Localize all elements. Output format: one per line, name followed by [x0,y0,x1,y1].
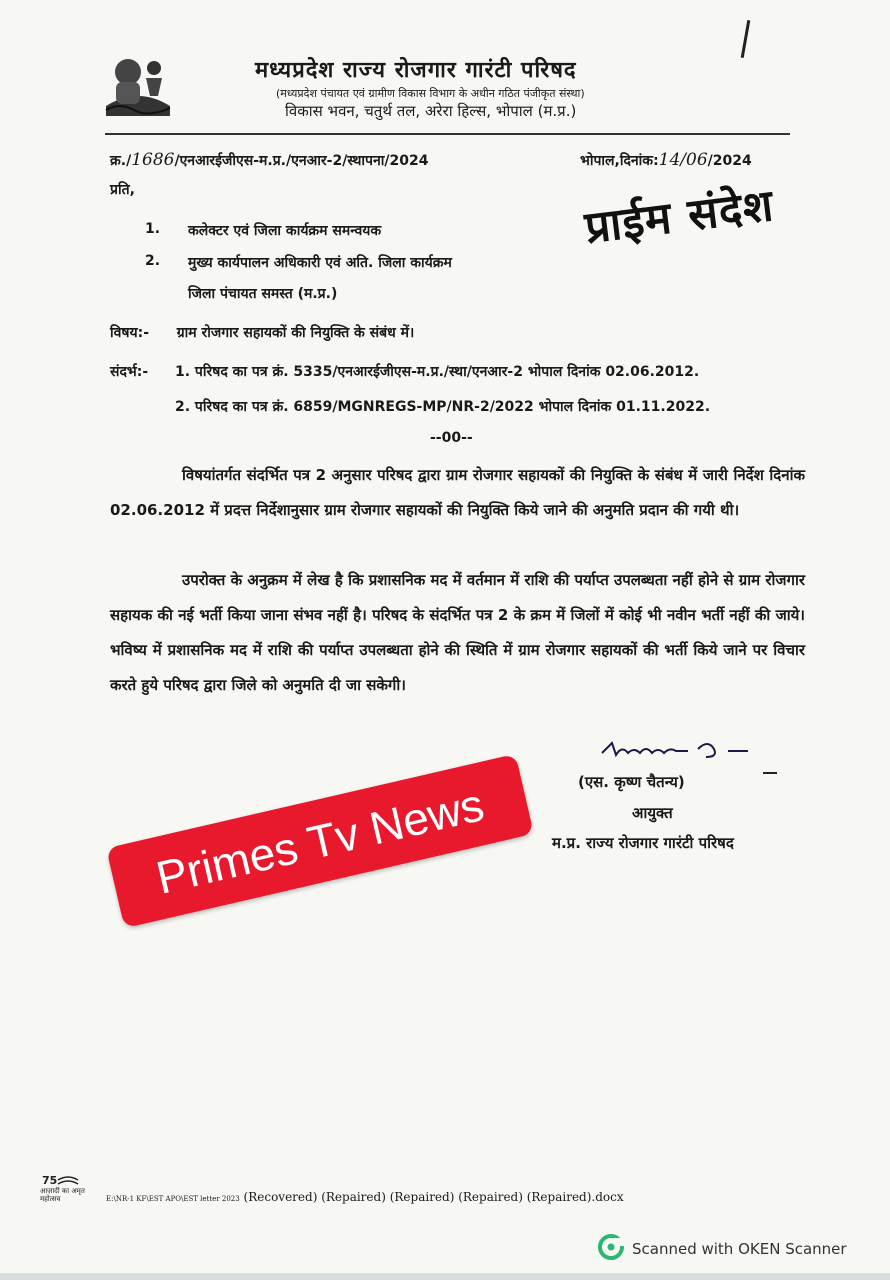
reference-item: 1. परिषद का पत्र क्रं. 5335/एनआरईजीएस-म.प्र./स्था/एनआर-2 भोपाल दिनांक 02.06.2012. [175,364,700,380]
signature-scribble [598,735,758,769]
scanner-icon [598,1234,624,1264]
ref-suffix: /एनआरईजीएस-म.प्र./एनआर-2/स्थापना/2024 [174,153,429,169]
body-paragraph: उपरोक्त के अनुक्रम में लेख है कि प्रशासनिक मद में वर्तमान में राशि की पर्याप्त उपलब्धता नहीं होने से ग्राम रोजगार सहायक की नई भर्ती किया जाना संभव नहीं है। परिषद के संदर्भित पत्र 2 के क्रम में जिलों में कोई भी नवीन भर्ती नहीं की जाये। भविष्य में प्रशासनिक मद में राशि की पर्याप्त उपलब्धता होने की स्थिति में ग्राम रोजगार सहायकों की भर्ती किये जाने पर विचार करते हुये परिषद द्वारा जिले को अनुमति दी जा सकेगी। [110,571,805,694]
file-path-suffix: (Recovered) (Repaired) (Repaired) (Repaired) (Repaired).docx [239,1190,624,1204]
signatory-organization: म.प्र. राज्य रोजगार गारंटी परिषद [552,834,734,852]
org-subtitle: (मध्यप्रदेश पंचायत एवं ग्रामीण विकास विभाग के अधीन गठित पंजीकृत संस्था) [276,87,585,100]
prati-label: प्रति, [110,182,135,198]
subject-label: विषय:- [110,325,150,341]
ref-number-handwritten: 1686 [131,150,175,170]
logo-text: आज़ादी का अमृत महोत्सव [40,1187,85,1203]
date-year: /2024 [707,153,752,169]
header-divider [105,133,790,135]
scanner-text: Scanned with OKEN Scanner [632,1240,847,1258]
ref-prefix: क्र./ [110,153,132,169]
subject-line [110,323,414,342]
file-path [106,1190,624,1204]
signatory-designation: आयुक्त [632,804,673,822]
scanner-watermark [598,1234,847,1264]
subject-text: ग्राम रोजगार सहायकों की नियुक्ति के संबंध में। [176,325,415,341]
recipient-item: मुख्य कार्यपालन अधिकारी एवं अति. जिला कार्यक्रम [188,255,452,271]
council-logo [100,46,176,118]
file-path-prefix: E:\NR-1 KF\EST APO\EST letter 2023 [106,1195,240,1203]
signatory-name: (एस. कृष्ण चैतन्य) [578,773,685,791]
bottom-bar [0,1273,890,1280]
banner-text: Primes Tv News [151,778,489,904]
handwritten-mark [741,20,751,58]
svg-text:75: 75 [42,1174,58,1187]
reference-item: 2. परिषद का पत्र क्रं. 6859/MGNREGS-MP/NR-2/2022 भोपाल दिनांक 01.11.2022. [175,399,711,415]
recipient-item: कलेक्टर एवं जिला कार्यक्रम समन्वयक [188,223,382,239]
letter-date [580,150,752,170]
separator: --00-- [430,430,473,446]
azadi-amrit-mahotsav-logo [40,1172,100,1208]
body-paragraph: विषयांतर्गत संदर्भित पत्र 2 अनुसार परिषद द्वारा ग्राम रोजगार सहायकों की नियुक्ति के संबंध में जारी निर्देश दिनांक 02.06.2012 में प्रदत्त निर्देशानुसार ग्राम रोजगार सहायकों की नियुक्ति किये जाने की अनुमति प्रदान की गयी थी। [110,466,805,519]
org-address: विकास भवन, चतुर्थ तल, अरेरा हिल्स, भोपाल (म.प्र.) [285,102,577,120]
org-title: मध्यप्रदेश राज्य रोजगार गारंटी परिषद [255,58,577,83]
watermark-stamp: प्राईम संदेश [582,180,777,254]
recipient-number: 1. [145,221,161,237]
letter-reference [110,150,428,170]
recipient-number: 2. [145,253,161,269]
handwritten-dash [763,772,777,774]
date-handwritten: 14/06 [658,150,708,170]
references-label: संदर्भ:- [110,364,149,380]
news-banner [106,754,534,928]
recipient-item: जिला पंचायत समस्त (म.प्र.) [188,286,338,302]
date-label: भोपाल,दिनांक: [580,153,659,169]
